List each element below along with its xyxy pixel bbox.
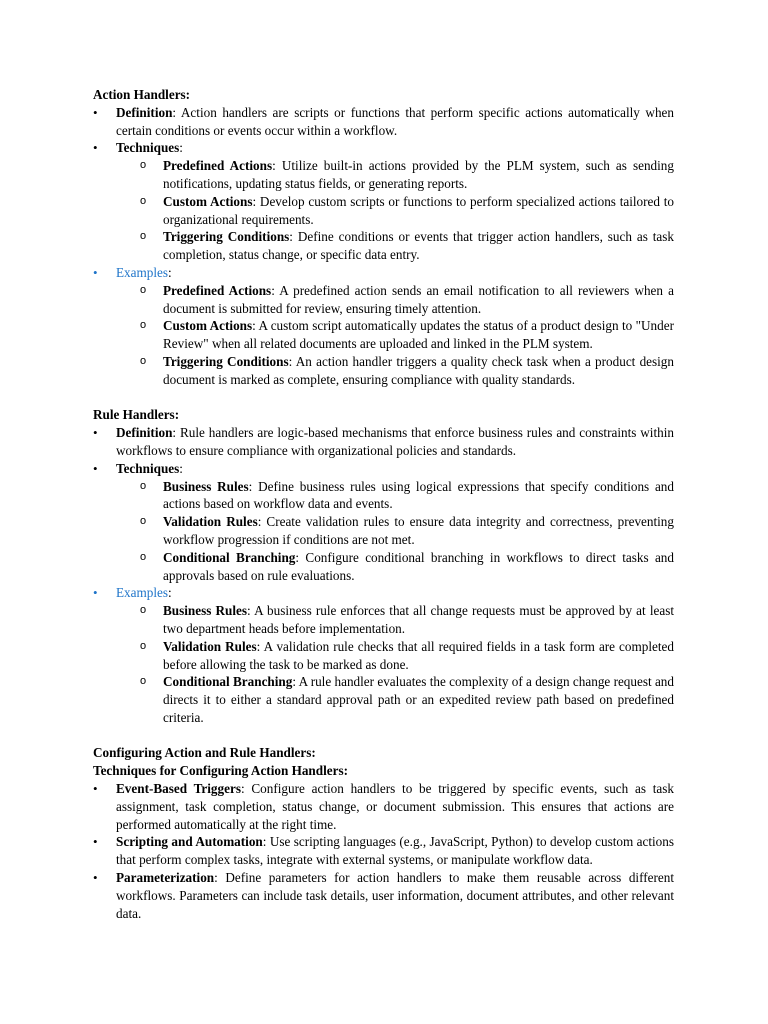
- term-label: Predefined Actions: [163, 158, 273, 174]
- sublist-item: [116, 602, 674, 638]
- term-text: : Configure conditional branching in workflows to direct tasks and approvals based on rule evaluations.: [163, 549, 674, 583]
- term-label: Conditional Branching: [163, 674, 293, 690]
- term-label: Event-Based Triggers: [116, 781, 241, 797]
- term-text: : Define conditions or events that trigger action handlers, such as task completion, status change, or specific data entry.: [163, 229, 674, 263]
- term-label: Definition: [116, 425, 173, 441]
- term-text: : Define parameters for action handlers to make them reusable across different workflows. Parameters can include task details, user information, document attributes, and other relevant data.: [116, 870, 674, 921]
- term-text: : Develop custom scripts or functions to perform specialized actions tailored to organizational requirements.: [163, 193, 674, 227]
- list-item: [93, 869, 674, 922]
- term-label: Validation Rules: [163, 638, 257, 654]
- colon: :: [179, 460, 183, 476]
- sublist-item: [116, 228, 674, 264]
- configuring-list: [93, 780, 674, 922]
- spacer: [93, 389, 674, 407]
- list-item-definition: [93, 104, 674, 140]
- term-text: : Rule handlers are logic-based mechanisms that enforce business rules and constraints within workflows to ensure compliance with organizational policies and standards.: [116, 425, 674, 458]
- colon: :: [179, 140, 183, 156]
- sublist-item: [116, 353, 674, 389]
- sublist-item: [116, 478, 674, 514]
- term-text: : Configure action handlers to be triggered by specific events, such as task assignment, task completion, status change, or document submission. This ensures that actions are performed automatically at the right time.: [116, 781, 674, 832]
- sublist-item: [116, 193, 674, 229]
- term-label: Conditional Branching: [163, 549, 296, 565]
- term-label: Custom Actions: [163, 318, 253, 334]
- term-label: Techniques: [116, 140, 180, 156]
- term-label: Predefined Actions: [163, 282, 272, 298]
- term-text: : A validation rule checks that all required fields in a task form are completed before allowing the task to be marked as done.: [163, 638, 674, 672]
- term-text: : Create validation rules to ensure data integrity and correctness, preventing workflow progression if conditions are not met.: [163, 514, 674, 547]
- examples-label: Examples: [116, 264, 169, 280]
- colon: :: [168, 264, 172, 280]
- term-label: Scripting and Automation: [116, 834, 263, 850]
- examples-label: Examples: [116, 585, 169, 601]
- sublist-examples: [116, 282, 674, 389]
- sublist-item: [116, 549, 674, 585]
- term-label: Business Rules: [163, 603, 248, 619]
- term-text: : Action handlers are scripts or functions that perform specific actions automatically when certain conditions or events occur within a workflow.: [116, 104, 674, 138]
- sublist-examples: [116, 602, 674, 727]
- term-label: Definition: [116, 104, 173, 120]
- term-label: Validation Rules: [163, 514, 258, 530]
- action-handlers-list: [93, 104, 674, 389]
- term-text: : A rule handler evaluates the complexity of a design change request and directs it to either a standard approval path or an expedited review path based on predefined criteria.: [163, 674, 674, 725]
- term-label: Custom Actions: [163, 193, 253, 209]
- list-item: [93, 780, 674, 833]
- list-item-techniques: [93, 460, 674, 585]
- sublist-item: [116, 673, 674, 726]
- spacer: [93, 727, 674, 745]
- sublist-item: [116, 282, 674, 318]
- sublist-item: [116, 638, 674, 674]
- term-text: : Utilize built-in actions provided by the PLM system, such as sending notifications, updating status fields, or generating reports.: [163, 158, 674, 191]
- list-item-techniques: [93, 139, 674, 264]
- section-heading-configuring: Configuring Action and Rule Handlers:: [93, 745, 316, 761]
- subheading-techniques: Techniques for Configuring Action Handlers:: [93, 763, 348, 779]
- sublist-item: [116, 317, 674, 353]
- rule-handlers-list: [93, 424, 674, 727]
- term-text: : An action handler triggers a quality check task when a product design document is marked as complete, ensuring compliance with quality standards.: [163, 353, 674, 387]
- list-item-definition: [93, 424, 674, 460]
- section-heading-action-handlers: Action Handlers:: [93, 87, 191, 102]
- list-item-examples: [93, 264, 674, 389]
- sublist-techniques: [116, 478, 674, 585]
- section-heading-rule-handlers: Rule Handlers:: [93, 407, 180, 423]
- term-text: : A business rule enforces that all change requests must be approved by at least two department heads before implementation.: [163, 603, 675, 636]
- term-label: Techniques: [116, 460, 180, 476]
- document-page: [93, 86, 674, 922]
- sublist-item: [116, 157, 674, 193]
- term-text: : Define business rules using logical expressions that specify conditions and actions based on workflow data and events.: [163, 478, 674, 512]
- term-label: Business Rules: [163, 478, 249, 494]
- term-text: : A custom script automatically updates the status of a product design to "Under Review" when all related documents are uploaded and linked in the PLM system.: [163, 318, 674, 352]
- list-item-examples: [93, 584, 674, 726]
- term-label: Triggering Conditions: [163, 229, 290, 245]
- list-item: [93, 833, 674, 869]
- sublist-techniques: [116, 157, 674, 264]
- term-label: Triggering Conditions: [163, 353, 289, 369]
- term-text: : Use scripting languages (e.g., JavaScript, Python) to develop custom actions that perform complex tasks, integrate with external systems, or manipulate workflow data.: [116, 834, 674, 868]
- term-label: Parameterization: [116, 870, 215, 886]
- colon: :: [168, 585, 172, 601]
- sublist-item: [116, 513, 674, 549]
- term-text: : A predefined action sends an email notification to all reviewers when a document is submitted for review, ensuring timely attention.: [163, 282, 674, 316]
